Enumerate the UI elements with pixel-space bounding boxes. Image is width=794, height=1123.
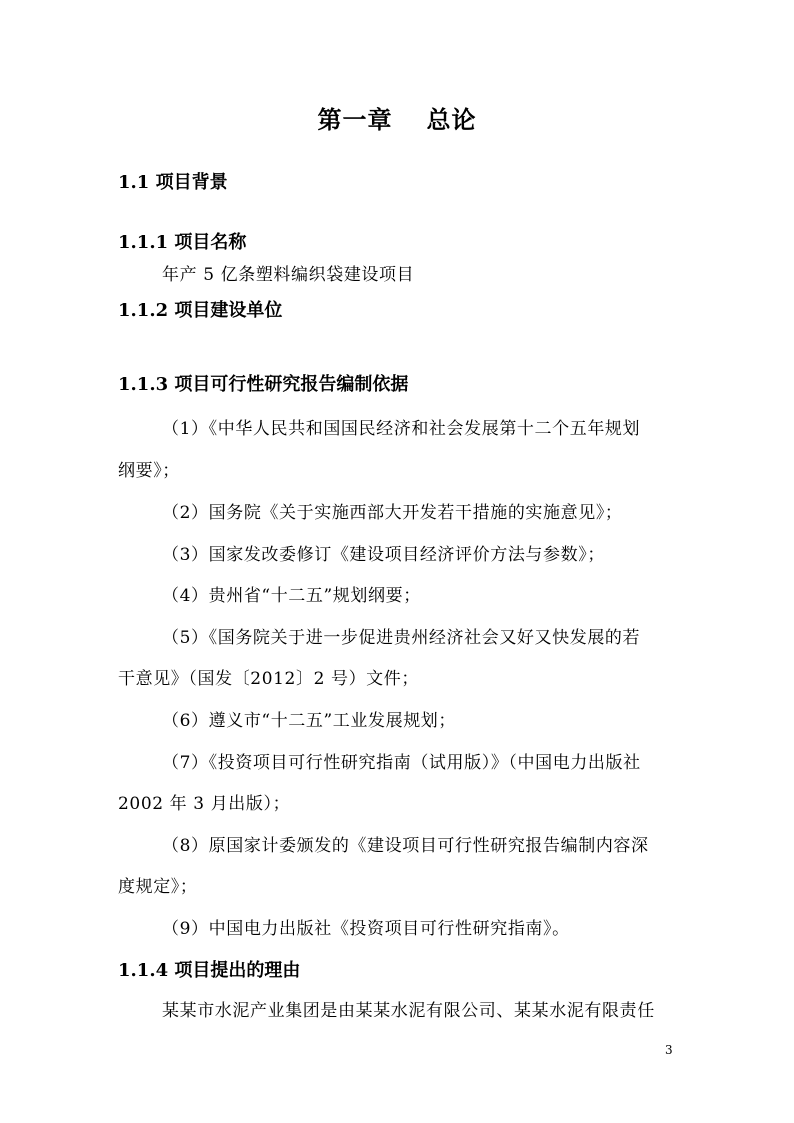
basis-item-2: （2）国务院《关于实施西部大开发若干措施的实施意见》； bbox=[162, 503, 623, 523]
reason-paragraph: 某某市水泥产业集团是由某某水泥有限公司、某某水泥有限责任 bbox=[162, 1001, 655, 1021]
basis-item-4: （4）贵州省“十二五”规划纲要； bbox=[162, 586, 421, 606]
basis-item-1: （1）《中华人民共和国国民经济和社会发展第十二个五年规划 bbox=[162, 419, 641, 439]
page-number: 3 bbox=[665, 1043, 673, 1057]
basis-item-7: （7）《投资项目可行性研究指南（试用版）》（中国电力出版社 bbox=[162, 753, 641, 773]
heading-1-1-4: 1.1.4 项目提出的理由 bbox=[118, 960, 301, 981]
chapter-number: 第一章 bbox=[317, 105, 393, 134]
heading-1-1-3: 1.1.3 项目可行性研究报告编制依据 bbox=[118, 374, 409, 395]
chapter-name: 总论 bbox=[426, 105, 477, 134]
basis-item-5: （5）《国务院关于进一步促进贵州经济社会又好又快发展的若 bbox=[162, 628, 641, 648]
basis-item-7-cont: 2002 年 3 月出版）； bbox=[118, 794, 291, 814]
basis-item-1-cont: 纲要》； bbox=[118, 461, 180, 481]
basis-item-6: （6）遵义市“十二五”工业发展规划； bbox=[162, 711, 456, 731]
heading-1-1-1: 1.1.1 项目名称 bbox=[118, 232, 247, 253]
heading-1-1-2: 1.1.2 项目建设单位 bbox=[118, 300, 283, 321]
basis-item-8: （8）原国家计委颁发的《建设项目可行性研究报告编制内容深 bbox=[162, 836, 649, 856]
chapter-title bbox=[0, 100, 794, 135]
basis-item-9: （9）中国电力出版社《投资项目可行性研究指南》。 bbox=[162, 919, 570, 939]
basis-item-5-cont: 干意见》（国发〔2012〕2 号）文件； bbox=[118, 669, 419, 689]
basis-item-3: （3）国家发改委修订《建设项目经济评价方法与参数》； bbox=[162, 545, 605, 565]
basis-item-8-cont: 度规定》； bbox=[118, 877, 198, 897]
heading-1-1: 1.1 项目背景 bbox=[118, 172, 228, 193]
project-name-text: 年产 5 亿条塑料编织袋建设项目 bbox=[162, 265, 415, 285]
